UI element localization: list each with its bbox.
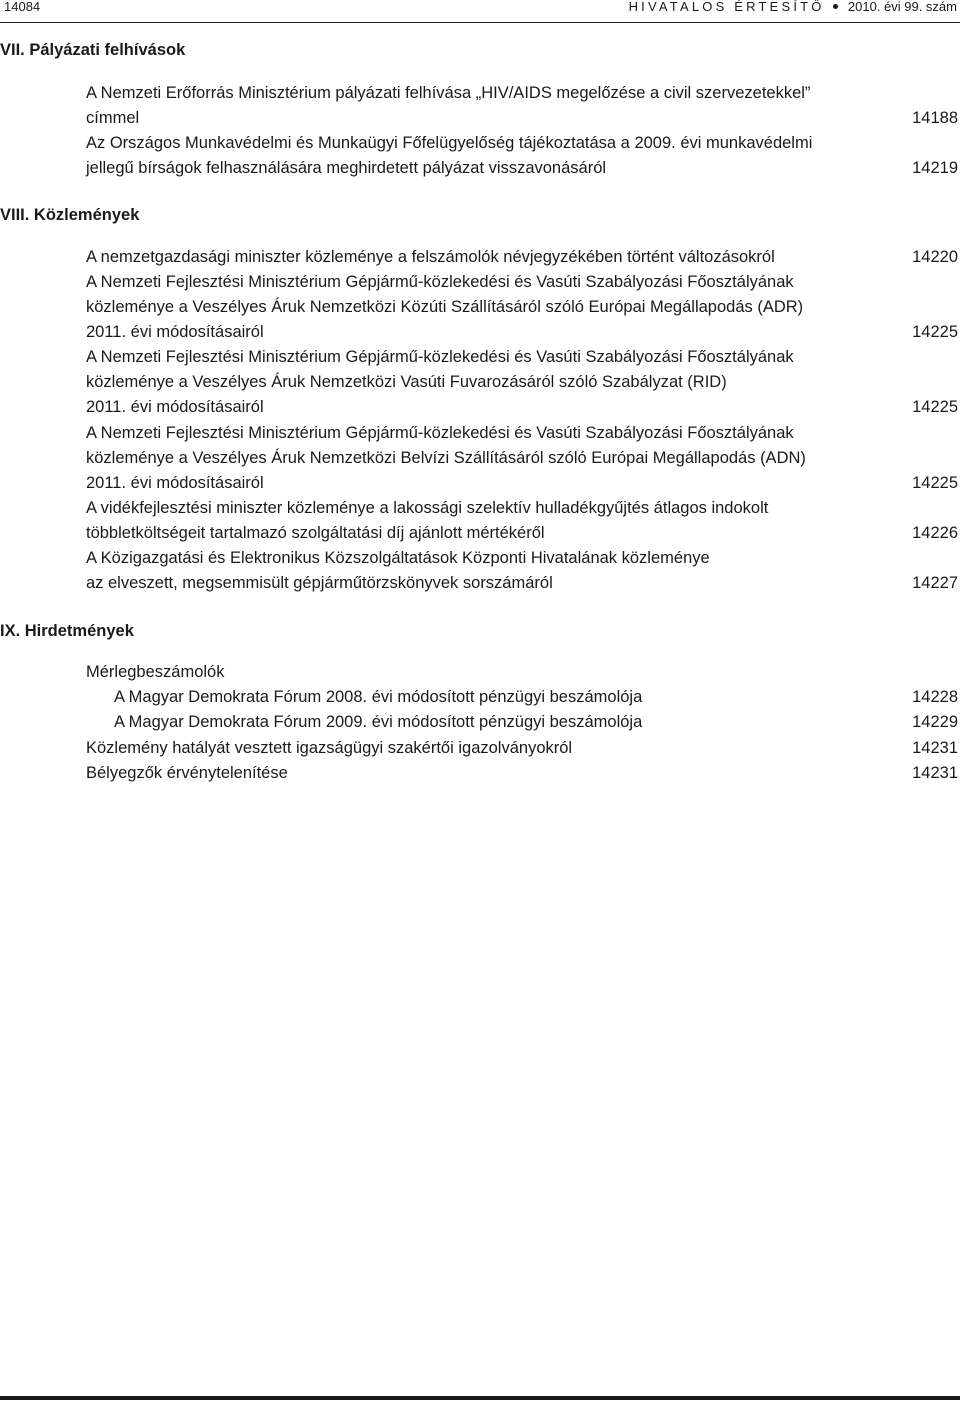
- toc-entry[interactable]: [86, 131, 958, 181]
- entry-line-text: A nemzetgazdasági miniszter közleménye a felszámolók névjegyzékében történt változásokról: [86, 248, 775, 266]
- entry-line-text: A Magyar Demokrata Fórum 2008. évi módosított pénzügyi beszámolója: [114, 688, 643, 706]
- entry-line-text: az elveszett, megsemmisült gépjárműtörzskönyvek sorszámáról: [86, 574, 553, 592]
- entry-line: A Nemzeti Erőforrás Minisztérium pályázati felhívása „HIV/AIDS megelőzése a civil szervezetekkel”: [86, 84, 811, 102]
- bullet-separator-icon: [833, 4, 838, 9]
- entry-page: 14220: [912, 248, 958, 266]
- entry-page: 14231: [912, 764, 958, 782]
- toc-entry[interactable]: [86, 496, 958, 546]
- toc-subheading: [86, 660, 958, 685]
- entry-line-text: 2011. évi módosításairól: [86, 398, 264, 416]
- entry-line-text: A Magyar Demokrata Fórum 2009. évi módosított pénzügyi beszámolója: [114, 713, 643, 731]
- entry-page: 14226: [912, 524, 958, 542]
- entry-line: [86, 245, 958, 270]
- toc-entry[interactable]: [86, 421, 958, 496]
- entry-line: [86, 571, 958, 596]
- entry-page: 14229: [912, 713, 958, 731]
- entry-page: 14228: [912, 688, 958, 706]
- toc-entry[interactable]: [86, 81, 958, 131]
- page-number: 14084: [4, 0, 41, 14]
- entry-line-text: 2011. évi módosításairól: [86, 474, 264, 492]
- entry-page: 14225: [912, 398, 958, 416]
- entry-line: [86, 736, 958, 761]
- entry-line: A vidékfejlesztési miniszter közleménye a lakossági szelektív hulladékgyűjtés átlagos indokolt: [86, 499, 769, 517]
- toc-entry[interactable]: [86, 546, 958, 596]
- entry-line: [86, 156, 958, 181]
- entry-line: [86, 521, 958, 546]
- entry-line-text: Közlemény hatályát vesztett igazságügyi szakértői igazolványokról: [86, 739, 573, 757]
- entry-page: 14225: [912, 474, 958, 492]
- entry-line: Mérlegbeszámolók: [86, 663, 225, 681]
- entry-line: [86, 395, 958, 420]
- entry-line: Az Országos Munkavédelmi és Munkaügyi Főfelügyelőség tájékoztatása a 2009. évi munkavédelmi: [86, 134, 813, 152]
- section-title-viii: VIII. Közlemények: [0, 206, 140, 224]
- entry-line: A Közigazgatási és Elektronikus Közszolgáltatások Központi Hivatalának közleménye: [86, 549, 710, 567]
- section-title-vii: VII. Pályázati felhívások: [0, 41, 186, 59]
- entry-line-text: 2011. évi módosításairól: [86, 323, 264, 341]
- entry-line-text: címmel: [86, 109, 140, 127]
- entry-line: [86, 320, 958, 345]
- entry-line: [86, 106, 958, 131]
- toc-entry[interactable]: [86, 736, 958, 761]
- entry-page: 14225: [912, 323, 958, 341]
- toc-entry[interactable]: [86, 761, 958, 786]
- toc-entry[interactable]: [86, 245, 958, 270]
- entry-line: [114, 710, 958, 735]
- entry-line-text: Bélyegzők érvénytelenítése: [86, 764, 288, 782]
- entry-line: [114, 685, 958, 710]
- entry-line: közleménye a Veszélyes Áruk Nemzetközi Vasúti Fuvarozásáról szóló Szabályzat (RID): [86, 373, 727, 391]
- entry-page: 14219: [912, 159, 958, 177]
- entry-line: [86, 761, 958, 786]
- toc-entry[interactable]: [114, 710, 958, 735]
- entry-line: közleménye a Veszélyes Áruk Nemzetközi Közúti Szállításáról szóló Európai Megállapodás (ADR): [86, 298, 804, 316]
- entry-page: 14227: [912, 574, 958, 592]
- journal-info: [629, 0, 957, 14]
- entry-line: A Nemzeti Fejlesztési Minisztérium Gépjármű-közlekedési és Vasúti Szabályozási Főosztályának: [86, 273, 794, 291]
- entry-line-text: jellegű bírságok felhasználására meghirdetett pályázat visszavonásáról: [86, 159, 607, 177]
- toc-entry[interactable]: [86, 270, 958, 345]
- entry-line-text: többletköltségeit tartalmazó szolgáltatási díj ajánlott mértékéről: [86, 524, 545, 542]
- entry-line: közleménye a Veszélyes Áruk Nemzetközi Belvízi Szállításáról szóló Európai Megállapodás (ADN): [86, 449, 806, 467]
- running-header: [0, 0, 960, 16]
- footer-rule: [0, 1396, 960, 1400]
- toc-entry[interactable]: [114, 685, 958, 710]
- section-title-ix: IX. Hirdetmények: [0, 622, 134, 640]
- entry-page: 14188: [912, 109, 958, 127]
- header-rule: [0, 22, 960, 23]
- issue-number: 2010. évi 99. szám: [847, 0, 957, 14]
- entry-line: A Nemzeti Fejlesztési Minisztérium Gépjármű-közlekedési és Vasúti Szabályozási Főosztályának: [86, 424, 794, 442]
- entry-line: [86, 471, 958, 496]
- entry-line: A Nemzeti Fejlesztési Minisztérium Gépjármű-közlekedési és Vasúti Szabályozási Főosztályának: [86, 348, 794, 366]
- entry-page: 14231: [912, 739, 958, 757]
- journal-title: HIVATALOS ÉRTESÍTŐ: [628, 0, 825, 14]
- toc-entry[interactable]: [86, 345, 958, 420]
